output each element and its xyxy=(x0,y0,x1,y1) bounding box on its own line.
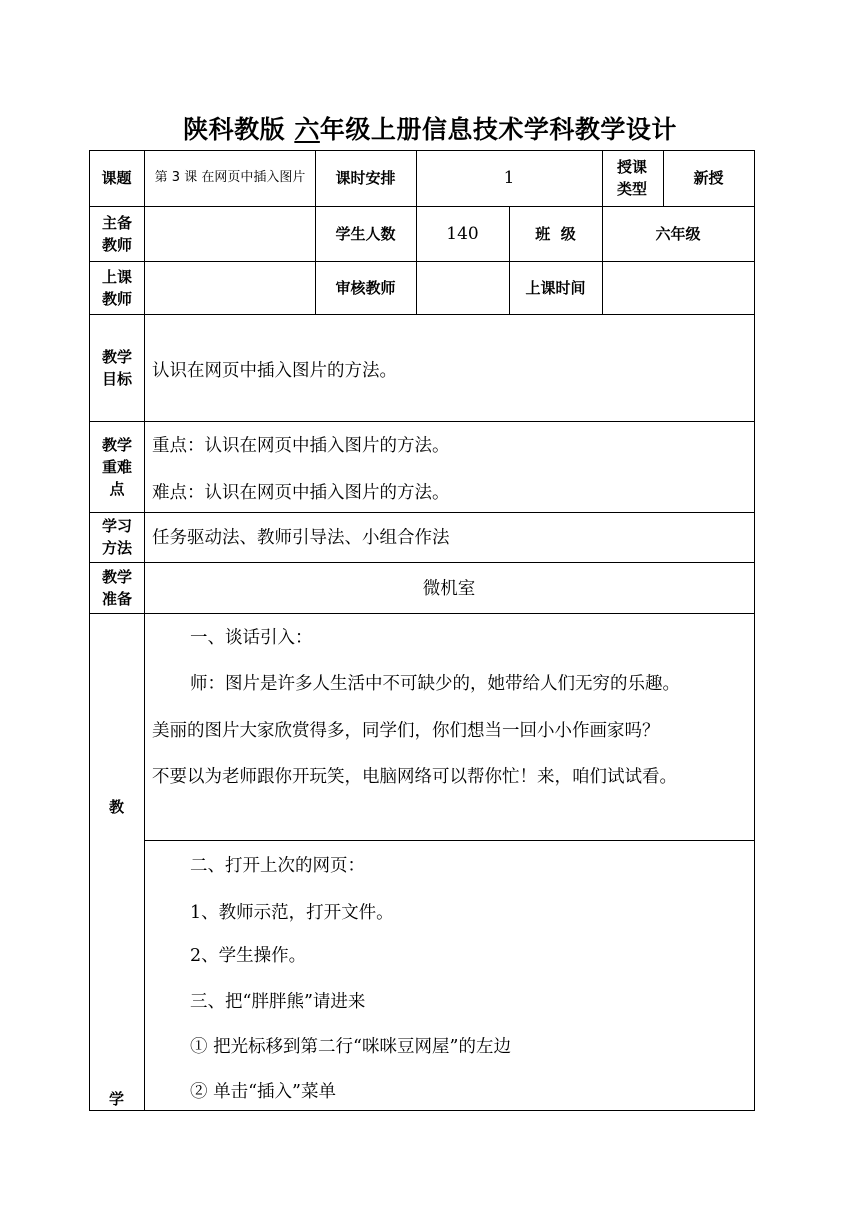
section2-step1: 1、教师示范，打开文件。 xyxy=(190,903,394,923)
section3-sub2: ② 单击“插入”菜单 xyxy=(190,1082,336,1102)
section2-step2: 2、学生操作。 xyxy=(190,946,307,966)
class-value: 六年级 xyxy=(655,224,701,243)
hours-label: 课时安排 xyxy=(335,169,396,187)
method-label: 学习方法 xyxy=(101,517,132,557)
goal-text: 认识在网页中插入图片的方法。 xyxy=(152,361,397,381)
section1-line1: 师：图片是许多人生活中不可缺少的，她带给人们无穷的乐趣。 xyxy=(190,674,680,694)
teacher-value xyxy=(144,261,315,314)
section1-line2: 美丽的图片大家欣赏得多，同学们，你们想当一回小小作画家吗？ xyxy=(152,721,660,741)
section1-line3: 不要以为老师跟你开玩笑，电脑网络可以帮你忙！来，咱们试试看。 xyxy=(152,767,677,787)
process-label-top: 教 xyxy=(108,798,124,816)
students-label: 学生人数 xyxy=(335,224,396,243)
time-label: 上课时间 xyxy=(525,278,586,297)
prep-label: 教学准备 xyxy=(101,567,132,608)
time-value xyxy=(602,261,754,314)
prep-text: 微机室 xyxy=(422,579,476,599)
class-label: 班 级 xyxy=(535,224,576,243)
key-point-text: 重点：认识在网页中插入图片的方法。 xyxy=(152,436,450,456)
title-grade: 六 xyxy=(294,115,320,144)
main-teacher-value xyxy=(144,206,315,261)
document-title xyxy=(0,110,860,146)
goal-label: 教学目标 xyxy=(101,347,132,388)
type-label: 授课类型 xyxy=(616,158,647,198)
topic-label: 课题 xyxy=(101,169,132,187)
section3-heading: 三、把“胖胖熊”请进来 xyxy=(190,992,366,1012)
title-publisher: 陕科教版 xyxy=(183,115,286,144)
students-value: 140 xyxy=(446,223,479,244)
section2-heading: 二、打开上次的网页： xyxy=(190,856,365,876)
type-value: 新授 xyxy=(693,169,724,187)
main-teacher-label: 主备教师 xyxy=(101,213,132,254)
key-points-label: 教学重难点 xyxy=(101,435,132,498)
hours-value: 1 xyxy=(503,168,515,188)
process-label-bottom: 学 xyxy=(108,1090,124,1108)
method-text: 任务驱动法、教师引导法、小组合作法 xyxy=(152,528,450,548)
teacher-label: 上课教师 xyxy=(101,267,132,308)
reviewer-value xyxy=(416,261,509,314)
difficult-point-text: 难点：认识在网页中插入图片的方法。 xyxy=(152,483,450,503)
topic-value: 第 3 课 在网页中插入图片 xyxy=(154,170,306,185)
title-rest: 年级上册信息技术学科教学设计 xyxy=(319,115,677,144)
section3-sub1: ① 把光标移到第二行“咪咪豆网屋”的左边 xyxy=(190,1037,511,1057)
section1-heading: 一、谈话引入： xyxy=(190,628,313,648)
reviewer-label: 审核教师 xyxy=(335,278,396,297)
